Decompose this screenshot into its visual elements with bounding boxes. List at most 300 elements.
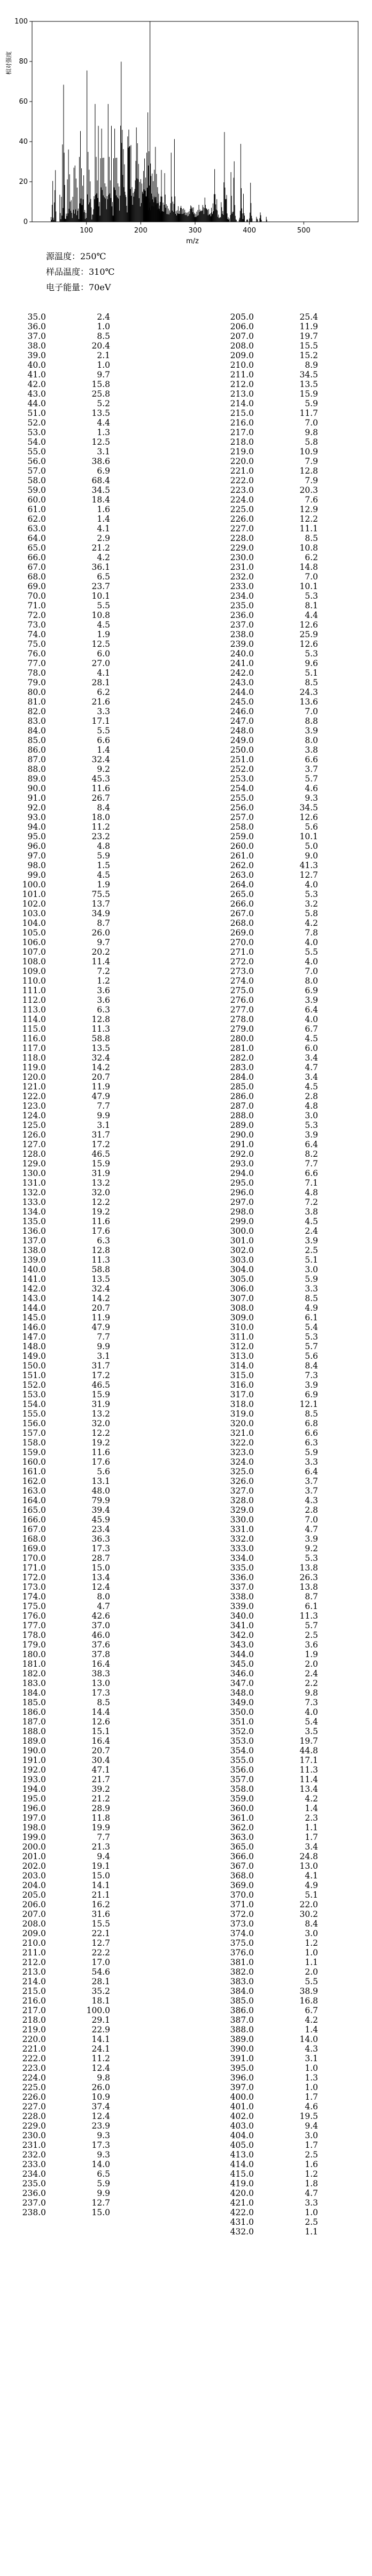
peak-intensity: 5.5	[305, 1977, 318, 1986]
peak-row	[3, 2063, 110, 2073]
peak-mz: 323.0	[230, 1448, 254, 1457]
peak-mz: 173.0	[22, 1582, 46, 1592]
peak-intensity: 12.2	[91, 1428, 110, 1438]
peak-mz: 216.0	[22, 1996, 46, 2006]
peak-intensity: 8.4	[305, 1919, 318, 1929]
peak-mz: 291.0	[230, 1140, 254, 1149]
peak-intensity: 4.4	[305, 610, 318, 620]
peak-mz: 273.0	[230, 966, 254, 976]
peak-row	[3, 466, 110, 476]
peak-row	[211, 1207, 318, 1217]
peak-mz: 357.0	[230, 1775, 254, 1784]
peak-row	[211, 331, 318, 341]
peak-mz: 223.0	[22, 2063, 46, 2073]
peak-mz: 202.0	[22, 1861, 46, 1871]
peak-row	[3, 1707, 110, 1717]
peak-row	[211, 1698, 318, 1707]
peak-row	[3, 2025, 110, 2035]
peak-row	[3, 2092, 110, 2102]
peak-intensity: 4.2	[305, 2015, 318, 2025]
peak-mz: 243.0	[230, 678, 254, 687]
peak-row	[211, 687, 318, 697]
peak-row	[211, 380, 318, 389]
peak-intensity: 4.5	[97, 870, 110, 880]
peak-mz: 226.0	[22, 2092, 46, 2102]
peak-intensity: 6.8	[305, 1419, 318, 1428]
peak-mz: 128.0	[22, 1149, 46, 1159]
peak-row	[3, 736, 110, 745]
peak-row	[3, 1852, 110, 1861]
peak-intensity: 28.7	[91, 1553, 110, 1563]
peak-mz: 61.0	[27, 505, 46, 514]
peak-mz: 232.0	[22, 2150, 46, 2160]
peak-intensity: 4.2	[305, 1794, 318, 1804]
peak-intensity: 4.7	[97, 1602, 110, 1611]
peak-row	[3, 1236, 110, 1246]
peak-mz: 213.0	[230, 389, 254, 399]
peak-intensity: 20.7	[91, 1746, 110, 1755]
peak-intensity: 13.4	[91, 1573, 110, 1582]
peak-row	[3, 1197, 110, 1207]
peak-intensity: 13.0	[91, 1678, 110, 1688]
peak-row	[3, 841, 110, 851]
peak-row	[3, 1476, 110, 1486]
peak-intensity: 5.9	[97, 851, 110, 861]
peak-intensity: 3.3	[305, 1457, 318, 1467]
peak-row	[3, 938, 110, 947]
peak-row	[211, 1409, 318, 1419]
peak-row	[3, 1986, 110, 1996]
peak-row	[3, 572, 110, 582]
peak-mz: 309.0	[230, 1313, 254, 1322]
peak-row	[3, 543, 110, 553]
peak-mz: 388.0	[230, 2025, 254, 2035]
peak-mz: 316.0	[230, 1380, 254, 1390]
peak-row	[3, 1909, 110, 1919]
peak-intensity: 30.4	[91, 1755, 110, 1765]
peak-intensity: 3.7	[305, 1486, 318, 1496]
peak-intensity: 6.3	[305, 1438, 318, 1448]
peak-row	[3, 1120, 110, 1130]
peak-row	[3, 620, 110, 630]
peak-row	[3, 457, 110, 466]
peak-intensity: 31.9	[91, 1169, 110, 1178]
peak-intensity: 3.4	[305, 1842, 318, 1852]
peak-intensity: 11.3	[299, 1611, 318, 1621]
peak-intensity: 4.8	[97, 841, 110, 851]
peak-intensity: 9.8	[97, 2073, 110, 2083]
peak-row	[211, 861, 318, 870]
peak-intensity: 38.6	[91, 457, 110, 466]
peak-row	[3, 1274, 110, 1284]
peak-mz: 176.0	[22, 1611, 46, 1621]
peak-intensity: 3.1	[97, 1120, 110, 1130]
peak-intensity: 7.9	[305, 457, 318, 466]
peak-mz: 329.0	[230, 1505, 254, 1515]
peak-intensity: 9.3	[97, 2150, 110, 2160]
peak-mz: 315.0	[230, 1371, 254, 1380]
peak-row	[3, 899, 110, 909]
peak-intensity: 19.9	[91, 1823, 110, 1832]
peak-intensity: 1.8	[305, 2179, 318, 2188]
peak-mz: 210.0	[230, 360, 254, 370]
peak-mz: 234.0	[230, 591, 254, 601]
peak-row	[211, 1371, 318, 1380]
peak-mz: 209.0	[230, 351, 254, 360]
peak-row	[3, 2015, 110, 2025]
peak-mz: 155.0	[22, 1409, 46, 1419]
peak-row	[3, 1515, 110, 1525]
peak-row	[211, 995, 318, 1005]
peak-mz: 313.0	[230, 1351, 254, 1361]
peak-intensity: 2.1	[97, 351, 110, 360]
peak-mz: 338.0	[230, 1592, 254, 1602]
peak-mz: 301.0	[230, 1236, 254, 1246]
peak-row	[211, 2092, 318, 2102]
peak-mz: 274.0	[230, 976, 254, 986]
peak-intensity: 3.1	[305, 2054, 318, 2063]
peak-row	[3, 1505, 110, 1515]
peak-mz: 220.0	[230, 457, 254, 466]
peak-intensity: 12.5	[91, 437, 110, 447]
peak-row	[211, 1986, 318, 1996]
peak-row	[211, 1929, 318, 1938]
peak-intensity: 18.0	[91, 813, 110, 822]
peak-row	[211, 1784, 318, 1794]
peak-intensity: 4.2	[305, 918, 318, 928]
peak-mz: 241.0	[230, 659, 254, 668]
peak-intensity: 3.1	[97, 447, 110, 457]
peak-intensity: 4.7	[305, 2188, 318, 2198]
peak-mz: 214.0	[230, 399, 254, 408]
peak-mz: 230.0	[230, 553, 254, 562]
peak-row	[211, 1755, 318, 1765]
peak-row	[3, 476, 110, 485]
peak-row	[3, 1813, 110, 1823]
peak-row	[3, 1380, 110, 1390]
peak-row	[3, 1669, 110, 1678]
peak-mz: 331.0	[230, 1525, 254, 1534]
peak-intensity: 4.7	[305, 1525, 318, 1534]
peak-mz: 206.0	[230, 322, 254, 331]
peak-mz: 201.0	[22, 1852, 46, 1861]
peak-mz: 93.0	[27, 813, 46, 822]
peak-mz: 332.0	[230, 1534, 254, 1544]
y-tick-label: 100	[14, 18, 28, 26]
peak-row	[211, 1573, 318, 1582]
peak-intensity: 8.5	[305, 678, 318, 687]
peak-mz: 233.0	[22, 2160, 46, 2169]
peak-mz: 76.0	[27, 649, 46, 659]
peak-intensity: 9.4	[97, 1852, 110, 1861]
peak-intensity: 28.9	[91, 1804, 110, 1813]
peak-mz: 387.0	[230, 2015, 254, 2025]
peak-row	[3, 1678, 110, 1688]
peak-mz: 221.0	[22, 2044, 46, 2054]
peak-mz: 205.0	[22, 1890, 46, 1900]
peak-intensity: 1.0	[97, 322, 110, 331]
peak-row	[211, 1505, 318, 1515]
peak-intensity: 8.0	[305, 976, 318, 986]
peak-mz: 204.0	[22, 1881, 46, 1890]
peak-row	[211, 1419, 318, 1428]
peak-mz: 115.0	[22, 1024, 46, 1034]
peak-mz: 390.0	[230, 2044, 254, 2054]
peak-row	[3, 630, 110, 639]
peak-intensity: 6.0	[97, 649, 110, 659]
peak-intensity: 16.4	[91, 1659, 110, 1669]
peak-row	[3, 668, 110, 678]
peak-row	[3, 447, 110, 457]
spectrum-bars	[51, 21, 267, 222]
peak-intensity: 12.8	[299, 466, 318, 476]
peak-mz: 356.0	[230, 1765, 254, 1775]
peak-mz: 153.0	[22, 1390, 46, 1399]
peak-row	[211, 437, 318, 447]
peak-mz: 295.0	[230, 1178, 254, 1188]
peak-row	[3, 1188, 110, 1197]
peak-intensity: 3.0	[305, 1111, 318, 1120]
peak-intensity: 79.9	[91, 1496, 110, 1505]
peak-mz: 124.0	[22, 1111, 46, 1120]
peak-row	[211, 870, 318, 880]
peak-mz: 55.0	[27, 447, 46, 457]
peak-intensity: 27.0	[91, 659, 110, 668]
peak-mz: 161.0	[22, 1467, 46, 1476]
peak-intensity: 17.3	[91, 2140, 110, 2150]
peak-row	[3, 1226, 110, 1236]
peak-row	[211, 1294, 318, 1303]
peak-mz: 212.0	[230, 380, 254, 389]
peak-mz: 432.0	[230, 2227, 254, 2237]
peak-intensity: 8.9	[305, 360, 318, 370]
peak-mz: 250.0	[230, 745, 254, 755]
peak-intensity: 32.4	[91, 1284, 110, 1294]
peak-row	[211, 1861, 318, 1871]
peak-row	[211, 1794, 318, 1804]
peak-row	[211, 649, 318, 659]
peak-mz: 236.0	[230, 610, 254, 620]
peak-row	[3, 351, 110, 360]
peak-row	[211, 1727, 318, 1736]
peak-mz: 157.0	[22, 1428, 46, 1438]
peak-mz: 228.0	[22, 2111, 46, 2121]
y-tick-label: 40	[19, 138, 28, 146]
peak-mz: 208.0	[22, 1919, 46, 1929]
peak-intensity: 4.9	[305, 1303, 318, 1313]
peak-row	[211, 668, 318, 678]
peak-mz: 275.0	[230, 986, 254, 995]
peak-mz: 71.0	[27, 601, 46, 610]
peak-mz: 370.0	[230, 1890, 254, 1900]
peak-mz: 363.0	[230, 1832, 254, 1842]
peak-mz: 351.0	[230, 1717, 254, 1727]
peak-intensity: 5.3	[305, 591, 318, 601]
peak-mz: 56.0	[27, 457, 46, 466]
peak-row	[211, 1871, 318, 1881]
peak-intensity: 25.9	[299, 630, 318, 639]
peak-row	[211, 1053, 318, 1063]
peak-row	[211, 918, 318, 928]
peak-row	[211, 639, 318, 649]
peak-mz: 81.0	[27, 697, 46, 707]
peak-mz: 162.0	[22, 1476, 46, 1486]
peak-intensity: 8.0	[305, 736, 318, 745]
peak-intensity: 31.7	[91, 1361, 110, 1371]
peak-mz: 106.0	[22, 938, 46, 947]
peak-row	[211, 2015, 318, 2025]
peak-mz: 319.0	[230, 1409, 254, 1419]
peak-row	[3, 1659, 110, 1669]
peak-intensity: 5.1	[305, 1890, 318, 1900]
peak-mz: 125.0	[22, 1120, 46, 1130]
peak-row	[3, 1525, 110, 1534]
peak-row	[211, 793, 318, 803]
peak-row	[3, 1967, 110, 1977]
peak-intensity: 8.7	[305, 1592, 318, 1602]
peak-row	[3, 1929, 110, 1938]
peak-row	[3, 1804, 110, 1813]
peak-row	[3, 2054, 110, 2063]
peak-intensity: 1.4	[305, 2025, 318, 2035]
peak-mz: 166.0	[22, 1515, 46, 1525]
peak-mz: 299.0	[230, 1217, 254, 1226]
peak-row	[211, 1149, 318, 1159]
peak-row	[3, 1294, 110, 1303]
peak-row	[211, 1332, 318, 1342]
peak-mz: 82.0	[27, 707, 46, 716]
peak-row	[211, 1351, 318, 1361]
peak-intensity: 11.3	[299, 1765, 318, 1775]
peak-row	[211, 678, 318, 687]
peak-mz: 92.0	[27, 803, 46, 813]
peak-intensity: 8.7	[97, 918, 110, 928]
peak-mz: 235.0	[22, 2179, 46, 2188]
peak-mz: 348.0	[230, 1688, 254, 1698]
peak-mz: 219.0	[230, 447, 254, 457]
peak-intensity: 4.1	[97, 668, 110, 678]
peak-intensity: 11.9	[299, 322, 318, 331]
peak-row	[3, 1255, 110, 1265]
peak-mz: 282.0	[230, 1053, 254, 1063]
peak-mz: 131.0	[22, 1178, 46, 1188]
peak-row	[3, 591, 110, 601]
peak-intensity: 15.0	[91, 2208, 110, 2217]
peak-mz: 261.0	[230, 851, 254, 861]
peak-mz: 223.0	[230, 485, 254, 495]
peak-intensity: 24.8	[299, 1852, 318, 1861]
peak-mz: 237.0	[22, 2198, 46, 2208]
peak-intensity: 8.8	[305, 716, 318, 726]
peak-row	[3, 1284, 110, 1294]
peak-row	[3, 1755, 110, 1765]
peak-mz: 362.0	[230, 1823, 254, 1832]
peak-mz: 276.0	[230, 995, 254, 1005]
peak-intensity: 12.7	[91, 2198, 110, 2208]
x-axis-label: m/z	[186, 237, 199, 245]
peak-intensity: 11.7	[299, 408, 318, 418]
peak-mz: 344.0	[230, 1650, 254, 1659]
peak-intensity: 4.7	[305, 1063, 318, 1072]
plot-frame	[32, 21, 358, 222]
peak-intensity: 1.1	[305, 1958, 318, 1967]
peak-mz: 328.0	[230, 1496, 254, 1505]
peak-intensity: 17.6	[91, 1457, 110, 1467]
peak-mz: 224.0	[230, 495, 254, 505]
peak-mz: 251.0	[230, 755, 254, 764]
peak-mz: 375.0	[230, 1938, 254, 1948]
peak-mz: 267.0	[230, 909, 254, 918]
peak-row	[211, 976, 318, 986]
peak-mz: 333.0	[230, 1544, 254, 1553]
peak-row	[3, 1399, 110, 1409]
peak-mz: 400.0	[230, 2092, 254, 2102]
peak-mz: 36.0	[27, 322, 46, 331]
peak-mz: 107.0	[22, 947, 46, 957]
peak-intensity: 8.4	[305, 1361, 318, 1371]
peak-mz: 147.0	[22, 1332, 46, 1342]
peak-mz: 272.0	[230, 957, 254, 966]
peak-intensity: 8.5	[305, 1409, 318, 1419]
peak-mz: 354.0	[230, 1746, 254, 1755]
peak-mz: 205.0	[230, 312, 254, 322]
peak-mz: 122.0	[22, 1092, 46, 1101]
peak-mz: 84.0	[27, 726, 46, 736]
peak-row	[211, 1592, 318, 1602]
peak-mz: 285.0	[230, 1082, 254, 1092]
peak-intensity: 9.0	[305, 851, 318, 861]
peak-intensity: 26.3	[299, 1573, 318, 1582]
peak-intensity: 42.6	[91, 1611, 110, 1621]
peak-mz: 372.0	[230, 1909, 254, 1919]
peak-intensity: 6.5	[97, 2169, 110, 2179]
peak-intensity: 19.7	[299, 331, 318, 341]
peak-mz: 120.0	[22, 1072, 46, 1082]
peak-row	[211, 1919, 318, 1929]
peak-mz: 414.0	[230, 2160, 254, 2169]
peak-intensity: 11.2	[91, 822, 110, 832]
peak-row	[3, 745, 110, 755]
peak-row	[211, 1399, 318, 1409]
peak-mz: 169.0	[22, 1544, 46, 1553]
peak-row	[211, 351, 318, 360]
peak-mz: 154.0	[22, 1399, 46, 1409]
peak-mz: 54.0	[27, 437, 46, 447]
peak-row	[211, 1534, 318, 1544]
peak-intensity: 2.9	[97, 533, 110, 543]
peak-intensity: 5.6	[305, 822, 318, 832]
peak-row	[211, 591, 318, 601]
peak-mz: 254.0	[230, 784, 254, 793]
peak-row	[3, 1996, 110, 2006]
peak-row	[3, 707, 110, 716]
peak-mz: 38.0	[27, 341, 46, 351]
peak-intensity: 4.5	[305, 1082, 318, 1092]
peak-mz: 246.0	[230, 707, 254, 716]
peak-row	[3, 1592, 110, 1602]
peak-row	[3, 2160, 110, 2169]
peak-mz: 384.0	[230, 1986, 254, 1996]
peak-mz: 305.0	[230, 1274, 254, 1284]
peak-row	[211, 1043, 318, 1053]
peak-mz: 259.0	[230, 832, 254, 841]
peak-mz: 215.0	[230, 408, 254, 418]
peak-mz: 322.0	[230, 1438, 254, 1448]
peak-mz: 193.0	[22, 1775, 46, 1784]
peak-mz: 389.0	[230, 2035, 254, 2044]
peak-row	[211, 1525, 318, 1534]
peak-row	[3, 764, 110, 774]
